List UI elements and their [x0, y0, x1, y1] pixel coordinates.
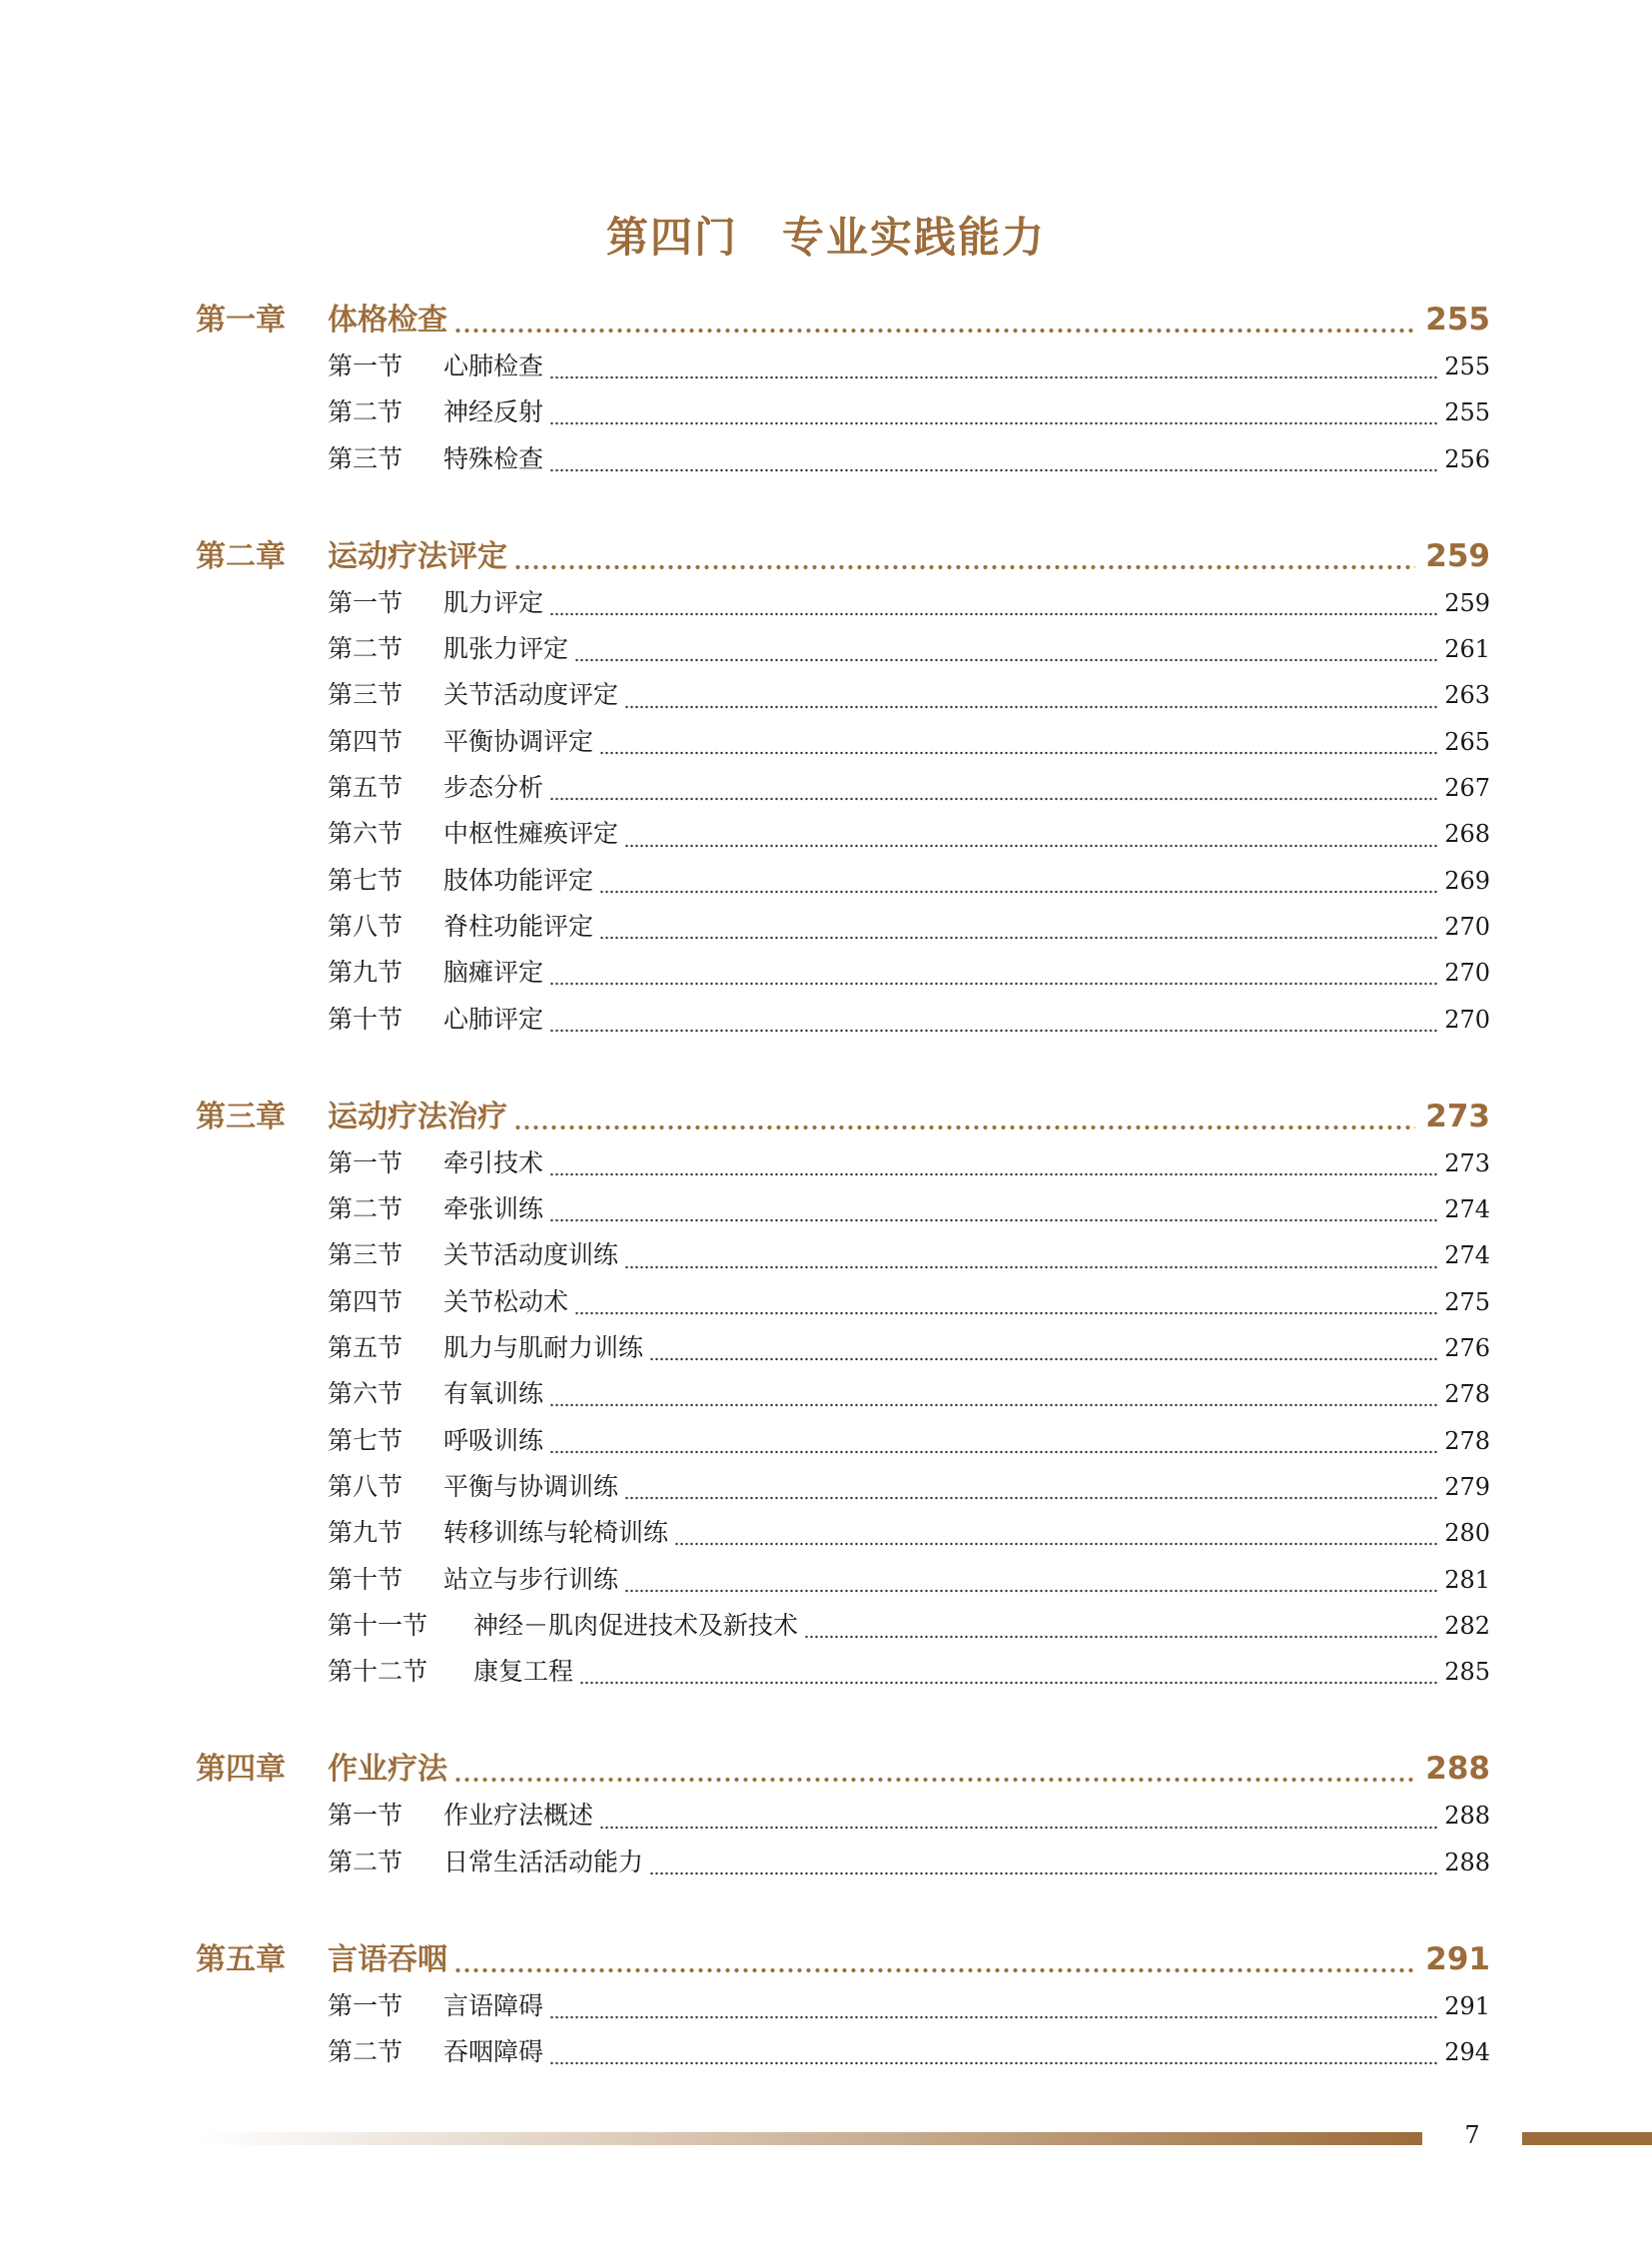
toc-entry	[196, 1143, 1490, 1189]
section-title: 平衡协调评定	[443, 726, 594, 756]
dot-leader	[804, 1634, 1438, 1640]
dot-leader	[549, 1171, 1438, 1177]
page-title: 第四门 专业实践能力	[605, 213, 1046, 262]
chapter-heading	[196, 531, 1490, 583]
chapter-title: 体格检查	[328, 303, 447, 338]
dot-leader	[453, 327, 1415, 335]
dot-leader	[599, 935, 1438, 941]
section-number: 第三节	[328, 680, 404, 710]
chapter-heading	[196, 1092, 1490, 1143]
section-page-number: 269	[1444, 866, 1490, 895]
dot-leader	[579, 1680, 1438, 1686]
section-number: 第五节	[328, 773, 404, 803]
toc-entry	[196, 1843, 1490, 1888]
section-page-number: 291	[1444, 1992, 1490, 2021]
dot-leader	[549, 374, 1438, 380]
dot-leader	[549, 981, 1438, 987]
chapter-page-number: 291	[1425, 1941, 1490, 1978]
section-title: 神经反射	[443, 397, 544, 427]
dot-leader	[549, 796, 1438, 802]
section-title: 神经－肌肉促进技术及新技术	[473, 1610, 799, 1640]
toc-entry	[196, 1421, 1490, 1467]
dot-leader	[574, 657, 1438, 663]
section-title: 康复工程	[473, 1657, 574, 1687]
section-number: 第九节	[328, 1518, 404, 1548]
section-title: 作业疗法概述	[443, 1801, 594, 1831]
chapter-number: 第一章	[196, 303, 286, 338]
toc-entry	[196, 1000, 1490, 1046]
toc-entry	[196, 675, 1490, 721]
toc-entry	[196, 1374, 1490, 1420]
section-number: 第一节	[328, 352, 404, 380]
toc-entry	[196, 439, 1490, 485]
section-page-number: 276	[1444, 1334, 1490, 1363]
section-number: 第七节	[328, 865, 404, 895]
section-number: 第四节	[328, 726, 404, 756]
section-title: 日常生活活动能力	[443, 1847, 644, 1876]
section-title: 有氧训练	[443, 1379, 544, 1409]
chapter-title: 运动疗法评定	[328, 538, 507, 574]
section-title: 特殊检查	[443, 443, 544, 473]
section-number: 第一节	[328, 1801, 404, 1831]
section-number: 第三节	[328, 443, 404, 473]
section-title: 吞咽障碍	[443, 2037, 544, 2067]
dot-leader	[549, 420, 1438, 426]
section-title: 肌力评定	[443, 587, 544, 617]
section-number: 第二节	[328, 1194, 404, 1224]
dot-leader	[624, 843, 1438, 849]
section-title: 脊柱功能评定	[443, 911, 594, 941]
chapter-title: 运动疗法治疗	[328, 1099, 507, 1134]
section-title: 肌力与肌耐力训练	[443, 1333, 644, 1363]
toc-entry	[196, 1189, 1490, 1235]
dot-leader	[549, 1028, 1438, 1034]
dot-leader	[624, 704, 1438, 710]
section-page-number: 263	[1444, 681, 1490, 710]
chapter-title: 言语吞咽	[328, 1942, 447, 1978]
section-page-number: 270	[1444, 959, 1490, 988]
section-number: 第六节	[328, 819, 404, 849]
section-number: 第八节	[328, 911, 404, 941]
dot-leader	[549, 1217, 1438, 1223]
section-title: 关节松动术	[443, 1286, 569, 1316]
dot-leader	[549, 2014, 1438, 2020]
section-title: 言语障碍	[443, 1991, 544, 2021]
chapter-block	[196, 1092, 1490, 1699]
dot-leader	[549, 2060, 1438, 2066]
chapter-heading	[196, 295, 1490, 347]
dot-leader	[549, 1449, 1438, 1455]
page-number: 7	[1464, 2121, 1480, 2149]
section-page-number: 270	[1444, 912, 1490, 941]
dot-leader	[624, 1495, 1438, 1501]
chapter-number: 第四章	[196, 1752, 286, 1788]
section-title: 步态分析	[443, 773, 544, 803]
section-number: 第二节	[328, 2037, 404, 2067]
chapter-page-number: 255	[1425, 302, 1490, 338]
toc-entry	[196, 347, 1490, 392]
section-page-number: 261	[1444, 635, 1490, 664]
chapter-page-number: 288	[1425, 1751, 1490, 1788]
section-page-number: 265	[1444, 727, 1490, 756]
toc-entry	[196, 814, 1490, 860]
section-page-number: 256	[1444, 444, 1490, 473]
dot-leader	[649, 1870, 1438, 1876]
section-number: 第一节	[328, 1147, 404, 1177]
toc-entry	[196, 629, 1490, 675]
toc-entry	[196, 1560, 1490, 1606]
section-page-number: 268	[1444, 820, 1490, 849]
toc-entry	[196, 907, 1490, 953]
chapter-number: 第二章	[196, 538, 286, 574]
section-number: 第二节	[328, 634, 404, 664]
section-page-number: 273	[1444, 1148, 1490, 1177]
section-page-number: 282	[1444, 1611, 1490, 1640]
dot-leader	[453, 1966, 1415, 1974]
section-number: 第四节	[328, 1286, 404, 1316]
section-page-number: 294	[1444, 2038, 1490, 2067]
toc-entry	[196, 1328, 1490, 1374]
section-page-number: 275	[1444, 1287, 1490, 1316]
dot-leader	[513, 563, 1415, 571]
chapter-block	[196, 295, 1490, 485]
section-number: 第一节	[328, 1991, 404, 2021]
section-page-number: 288	[1444, 1802, 1490, 1831]
section-title: 平衡与协调训练	[443, 1471, 619, 1501]
toc-entry	[196, 2032, 1490, 2078]
dot-leader	[599, 889, 1438, 895]
toc-entry	[196, 768, 1490, 814]
section-number: 第七节	[328, 1425, 404, 1455]
section-page-number: 267	[1444, 774, 1490, 803]
section-page-number: 278	[1444, 1426, 1490, 1455]
chapter-title: 作业疗法	[328, 1752, 447, 1788]
dot-leader	[599, 750, 1438, 756]
section-number: 第十一节	[328, 1610, 428, 1640]
toc-entry	[196, 1606, 1490, 1652]
section-title: 关节活动度训练	[443, 1240, 619, 1270]
dot-leader	[624, 1588, 1438, 1594]
chapter-heading	[196, 1744, 1490, 1796]
dot-leader	[513, 1123, 1415, 1131]
dot-leader	[549, 611, 1438, 617]
toc-entry	[196, 1652, 1490, 1698]
section-number: 第二节	[328, 397, 404, 427]
section-page-number: 255	[1444, 353, 1490, 380]
toc-entry	[196, 1986, 1490, 2032]
section-number: 第十节	[328, 1004, 404, 1034]
section-title: 心肺评定	[443, 1004, 544, 1034]
section-title: 牵引技术	[443, 1147, 544, 1177]
dot-leader	[453, 1776, 1415, 1784]
dot-leader	[549, 1402, 1438, 1408]
chapter-page-number: 273	[1425, 1098, 1490, 1134]
chapter-number: 第三章	[196, 1099, 286, 1134]
toc-entry	[196, 953, 1490, 999]
section-number: 第一节	[328, 587, 404, 617]
section-number: 第三节	[328, 1240, 404, 1270]
chapter-page-number: 259	[1425, 537, 1490, 574]
toc-entry	[196, 1235, 1490, 1281]
section-title: 转移训练与轮椅训练	[443, 1518, 669, 1548]
toc-entry	[196, 1467, 1490, 1513]
dot-leader	[599, 1825, 1438, 1831]
section-page-number: 270	[1444, 1005, 1490, 1034]
section-page-number: 274	[1444, 1241, 1490, 1270]
section-number: 第五节	[328, 1333, 404, 1363]
toc-entry	[196, 861, 1490, 907]
section-page-number: 281	[1444, 1565, 1490, 1594]
chapter-block	[196, 1934, 1490, 2079]
dot-leader	[649, 1356, 1438, 1362]
section-title: 肌张力评定	[443, 634, 569, 664]
dot-leader	[674, 1541, 1438, 1547]
toc-entry	[196, 1796, 1490, 1842]
section-number: 第九节	[328, 958, 404, 988]
section-page-number: 280	[1444, 1519, 1490, 1548]
dot-leader	[549, 467, 1438, 473]
chapter-block	[196, 531, 1490, 1046]
chapter-block	[196, 1744, 1490, 1888]
section-title: 呼吸训练	[443, 1425, 544, 1455]
section-page-number: 278	[1444, 1380, 1490, 1409]
section-number: 第十节	[328, 1564, 404, 1594]
section-title: 站立与步行训练	[443, 1564, 619, 1594]
section-number: 第十二节	[328, 1657, 428, 1687]
section-title: 中枢性瘫痪评定	[443, 819, 619, 849]
section-page-number: 279	[1444, 1472, 1490, 1501]
section-number: 第八节	[328, 1471, 404, 1501]
dot-leader	[574, 1310, 1438, 1316]
table-of-contents	[196, 295, 1490, 2125]
section-title: 脑瘫评定	[443, 958, 544, 988]
section-page-number: 255	[1444, 398, 1490, 427]
toc-entry	[196, 392, 1490, 438]
section-title: 关节活动度评定	[443, 680, 619, 710]
footer-accent-bar	[1522, 2132, 1652, 2145]
section-title: 牵张训练	[443, 1194, 544, 1224]
toc-entry	[196, 722, 1490, 768]
section-number: 第二节	[328, 1847, 404, 1876]
section-page-number: 259	[1444, 588, 1490, 617]
section-page-number: 274	[1444, 1195, 1490, 1224]
section-number: 第六节	[328, 1379, 404, 1409]
dot-leader	[624, 1264, 1438, 1270]
section-title: 心肺检查	[443, 352, 544, 380]
section-page-number: 285	[1444, 1658, 1490, 1687]
section-page-number: 288	[1444, 1848, 1490, 1876]
section-title: 肢体功能评定	[443, 865, 594, 895]
chapter-heading	[196, 1934, 1490, 1986]
footer-gradient-bar	[200, 2132, 1422, 2145]
toc-entry	[196, 583, 1490, 629]
chapter-number: 第五章	[196, 1942, 286, 1978]
toc-entry	[196, 1513, 1490, 1559]
toc-entry	[196, 1282, 1490, 1328]
